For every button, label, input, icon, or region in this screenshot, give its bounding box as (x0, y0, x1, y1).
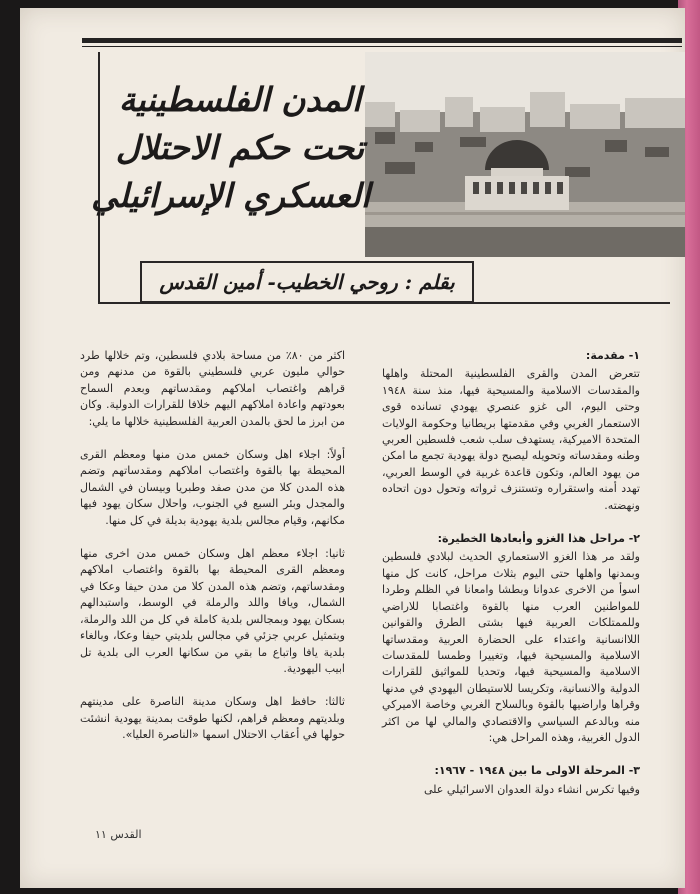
section-2-heading: ٢- مراحل هذا الغزو وأبعادها الخطيرة: (437, 532, 640, 546)
text-column-right (382, 348, 640, 803)
header-rule-thin (82, 46, 682, 47)
left-paragraph-2: أولاً: اجلاء اهل وسكان خمس مدن منها ومعظم القرى المحيطة بها بالقوة واغتصاب املاكهم ومقدساتهم وتضم هذه المدن كلا من مدن صفد وطبريا وبيسان في الشمال والمجدل وبئر السبع في الجنوب، واحلال سكان يهود فيها مكانهم، وقيام مجالس بلدية يهودية بديلة في كل منها. (80, 448, 345, 527)
section-3-heading: ٣- المرحلة الاولى ما بين ١٩٤٨ - ١٩٦٧: (434, 764, 640, 778)
left-paragraph-3: ثانيا: اجلاء معظم اهل وسكان خمس مدن اخرى منها ومعظم القرى المحيطة بها بالقوة واغتصاب املاكهم ومقدساتهم، وتضم هذه المدن كلا من مدن حيفا وعكا في الشمال، ويافا واللد والرملة في الوسط، واستبدالهم بسكان يهود وبمجالس بلدية كاملة في كل من اللد والرملة، وبتمثيل عربي جزئي في مجالس بلديتي حيفا وعكا، وبالغاء بلدية يافا واتباع ما بقي من سكانها العرب الى بلدية تل ابيب اليهودية. (80, 547, 345, 675)
header-rule-thick (82, 38, 682, 43)
section-1-paragraph: تتعرض المدن والقرى الفلسطينية المحتلة واهلها والمقدسات الاسلامية والمسيحية فيها، منذ سنة ١٩٤٨ وحتى اليوم، الى غزو عنصري يهودي تسانده قوى الاستعمار الغربي وفي مقدمتها بريطانيا وحكومة الولايات المتحدة الاميركية، يستهدف سلب شعب فلسطين العربي وطنه ومقدساته وتحويله ليصبح دولة يهودية تجمع ما امكن من يهود العالم، وتكون قاعدة غربية في الوسط العربي، تهدد أمنه واستقراره وتستنزف ثرواته وتحول دون اتحاده ونهضته. (382, 367, 640, 512)
title-line-2: تحت حكم الاحتلال (115, 128, 365, 167)
magazine-page (20, 8, 685, 888)
section-3-paragraph: وفيها تكرس انشاء دولة العدوان الاسرائيلي على (423, 782, 640, 796)
left-paragraph-4: ثالثا: حافظ اهل وسكان مدينة الناصرة على مدينتهم وبلديتهم ومعظم قراهم، لكنها طوقت بمدينة يهودية انشئت حولها في أعقاب الاحتلال اسمها «الناصرة العليا». (80, 695, 345, 742)
title-line-1: المدن الفلسطينية (118, 80, 362, 119)
section-2-paragraph: ولقد مر هذا الغزو الاستعماري الحديث لبلادي فلسطين وبمدنها واهلها حتى اليوم بثلاث مراحل، كانت كل منها اسوأ من الاخرى عدوانا وبطشا وامعانا في الظلم وطردا للمواطنين العرب منها بالقوة واغتصابا للاراضي وللممتلكات العربية فيها بشتى الطرق والقوانين اللاانسانية واعتداء على الحضارة العربية ومقدساتها الاسلامية والمسيحية فيها، وتغييرا وطمسا للمقدسات الاسلامية والمسيحية فيها، وتحديا للمواثيق للقرارات الدولية والانسانية، وتكريسا للاستيطان اليهودي في مدنها وقراها واراضيها بالقوة وبالسلاح الغربي وخاصة الاميركي منه وبالدعم السياسي والاقتصادي والمالي لها من اكثر الدول الغربية، وهذه المراحل هي: (382, 550, 640, 744)
title-line-3: العسكري الإسرائيلي (91, 176, 370, 215)
article-title (91, 76, 370, 220)
page-footer: القدس ١١ (95, 828, 142, 841)
section-1-heading: ١- مقدمة: (585, 349, 640, 362)
jerusalem-photo (365, 52, 685, 257)
text-column-left (80, 348, 345, 749)
dome-of-the-rock-image (365, 52, 685, 257)
left-paragraph-1: اكثر من ٨٠٪ من مساحة بلادي فلسطين، وتم خلالها طرد حوالي مليون عربي فلسطيني بالقوة من مدنهم ومن قراهم واغتصاب املاكهم ومقدساتهم وبعدم السماح بعودتهم واعادة املاكهم اليهم خلافا للقرارات الدولية. وكان من ابرز ما لحق بالمدن العربية الفلسطينية خلالها ما يلي: (80, 349, 345, 428)
author-byline: بقلم : روحي الخطيب- أمين القدس (140, 261, 474, 303)
